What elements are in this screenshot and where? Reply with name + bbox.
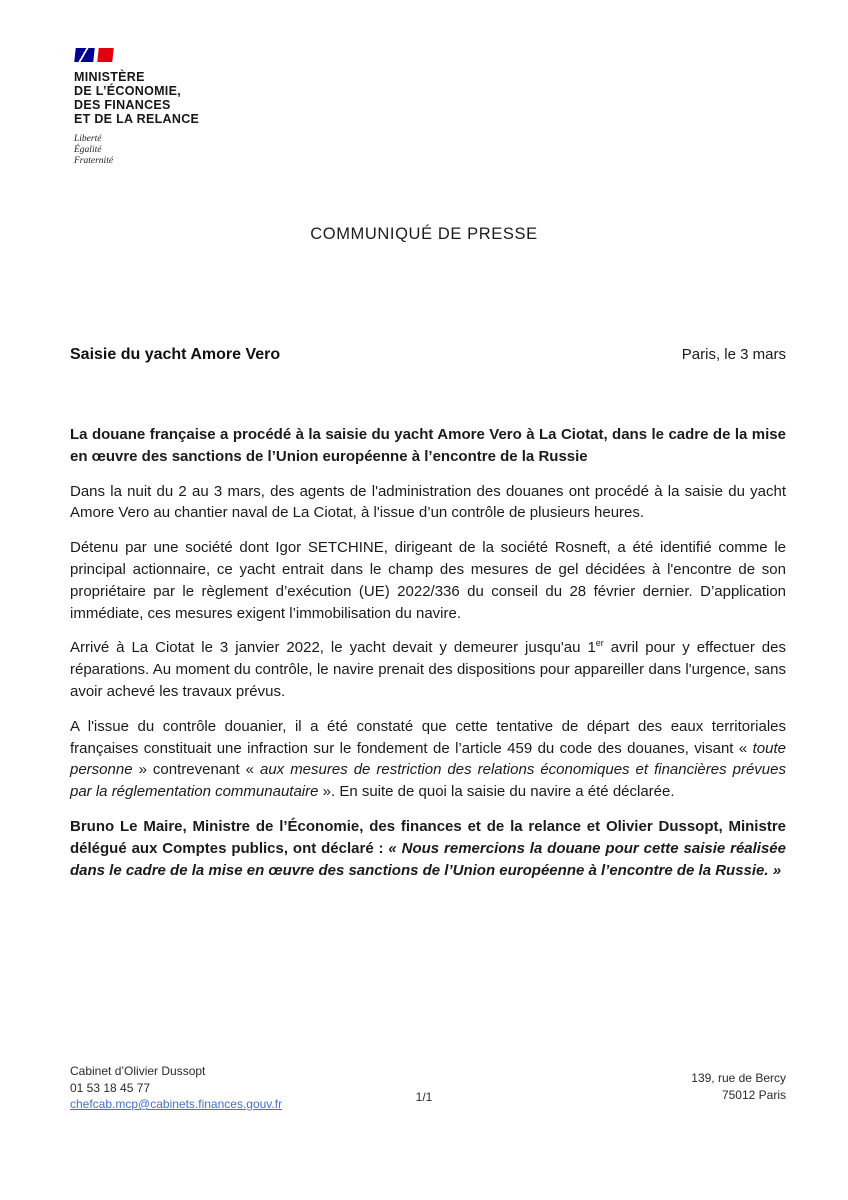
paragraph-segment: Détenu par une société dont Igor SETCHINE, dirigeant de la société Rosneft, a été identifié comme le principal actionnaire, ce yacht entrait dans le champ des mesures de gel décidées à l'encontre de son propriétaire par le règlement d’exécution (UE) 2022/336 du conseil du 28 février dernier. D’application immédiate, ces mesures exigent l’immobilisation du navire. xyxy=(70,539,786,622)
paragraph xyxy=(70,537,786,624)
press-release-label: COMMUNIQUÉ DE PRESSE xyxy=(310,225,538,243)
ministry-line: MINISTÈRE xyxy=(74,70,145,84)
page-title: Saisie du yacht Amore Vero xyxy=(70,346,281,363)
paragraph-segment: er xyxy=(595,638,604,649)
motto-line: Liberté xyxy=(74,134,102,144)
headline-row xyxy=(70,346,786,364)
body-paragraphs xyxy=(70,424,786,894)
paragraph-segment: Arrivé à La Ciotat le 3 janvier 2022, le yacht devait y demeurer jusqu'au 1 xyxy=(70,639,596,657)
paragraph-segment: Bruno Le Maire, Ministre de l’Économie, des finances et de la relance et Olivier Dussopt, Ministre délégué aux Comptes publics, ont déclaré : xyxy=(70,817,786,857)
paragraph xyxy=(70,424,786,468)
footer-address xyxy=(691,1070,786,1103)
paragraph-segment: toute personne xyxy=(70,739,786,779)
paragraph xyxy=(70,637,786,702)
address-line: 75012 Paris xyxy=(721,1087,786,1102)
paragraph-segment: « Nous remercions la douane pour cette saisie réalisée dans le cadre de la mise en œuvre des sanctions de l’Union européenne à l’encontre de la Russie. » xyxy=(70,839,786,879)
paragraph xyxy=(70,481,786,525)
paragraph-segment: aux mesures de restriction des relations économiques et financières prévues par la réglementation communautaire xyxy=(70,761,786,801)
footer-contact xyxy=(70,1063,282,1113)
motto-line: Égalité xyxy=(74,145,102,155)
republic-motto xyxy=(74,134,199,167)
ministry-line: ET DE LA RELANCE xyxy=(74,112,200,126)
motto-line: Fraternité xyxy=(74,156,114,166)
ministry-line: DES FINANCES xyxy=(74,98,171,112)
paragraph-segment: La douane française a procédé à la saisie du yacht Amore Vero à La Ciotat, dans le cadre de la mise en œuvre des sanctions de l’Union européenne à l’encontre de la Russie xyxy=(70,426,786,465)
contact-phone: 01 53 18 45 77 xyxy=(70,1080,151,1095)
paragraph-segment: A l'issue du contrôle douanier, il a été constaté que cette tentative de départ des eaux territoriales françaises constituait une infraction sur le fondement de l’article 459 du code des douanes, visant « xyxy=(70,717,786,757)
email-link[interactable]: chefcab.mcp@cabinets.finances.gouv.fr xyxy=(70,1097,283,1111)
french-flag-icon xyxy=(75,48,199,62)
address-line: 139, rue de Bercy xyxy=(691,1071,786,1085)
page-number: 1/1 xyxy=(415,1090,433,1104)
paragraph xyxy=(70,816,786,881)
paragraph-segment: ». En suite de quoi la saisie du navire a été déclarée. xyxy=(318,783,675,801)
paragraph-segment: avril pour y effectuer des réparations. Au moment du contrôle, le navire prenait des dispositions pour appareiller dans l'urgence, sans avoir achevé les travaux prévus. xyxy=(70,639,786,700)
ministry-name xyxy=(74,70,199,126)
dateline: Paris, le 3 mars xyxy=(681,346,786,363)
flag-blue-block xyxy=(74,48,94,62)
paragraph xyxy=(70,716,786,803)
paragraph-segment: » contrevenant « xyxy=(132,761,260,779)
flag-red-block xyxy=(97,48,113,62)
ministry-line: DE L’ÉCONOMIE, xyxy=(74,84,181,98)
contact-name: Cabinet d’Olivier Dussopt xyxy=(70,1064,206,1078)
ministry-logo xyxy=(74,48,199,167)
paragraph-segment: Dans la nuit du 2 au 3 mars, des agents de l'administration des douanes ont procédé à la saisie du yacht Amore Vero au chantier naval de La Ciotat, à l'issue d’un contrôle de plusieurs heures. xyxy=(70,482,786,522)
